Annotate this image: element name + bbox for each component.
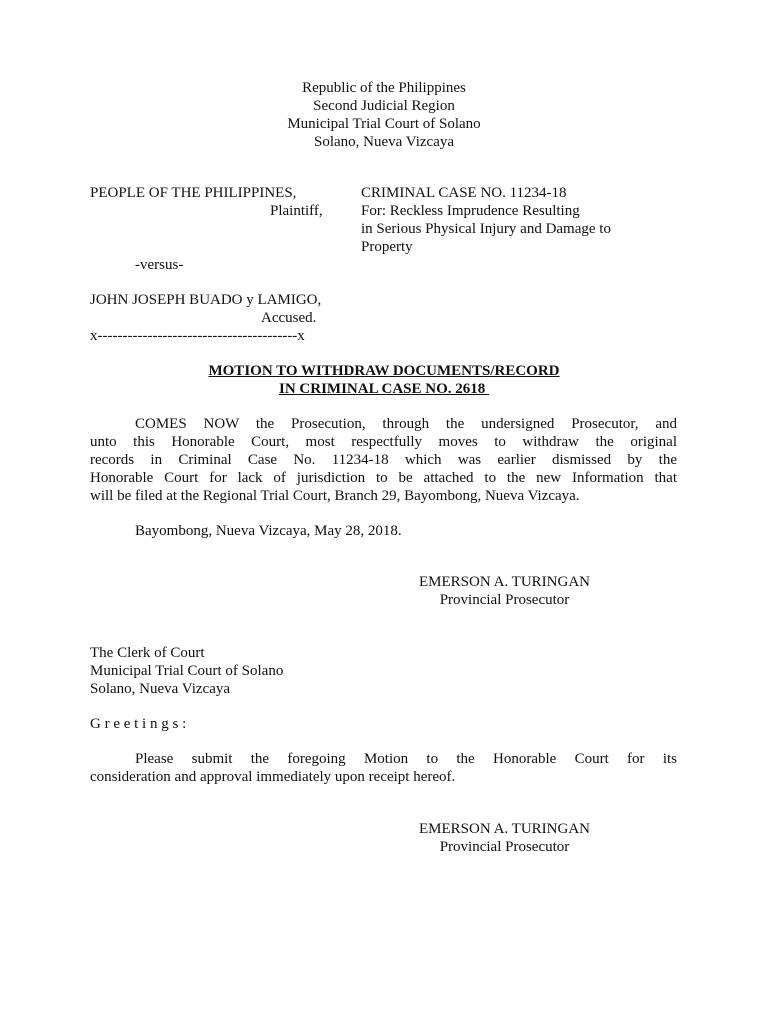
addressee-block <box>90 644 283 698</box>
request-line: consideration and approval immediately upon receipt hereof. <box>90 769 456 785</box>
plaintiff-role: Plaintiff, <box>270 203 323 219</box>
request-line: Please submit the foregoing Motion to the Honorable Court for its <box>135 751 677 767</box>
caption-separator: x----------------------------------------x <box>90 328 305 344</box>
motion-title-line2: IN CRIMINAL CASE NO. 2618 <box>278 381 490 397</box>
addressee-line: Solano, Nueva Vizcaya <box>90 681 231 697</box>
greetings: G r e e t i n g s : <box>90 716 187 732</box>
case-nature-line2: in Serious Physical Injury and Damage to <box>361 221 611 237</box>
plaintiff-name: PEOPLE OF THE PHILIPPINES, <box>90 185 297 201</box>
addressee-line: Municipal Trial Court of Solano <box>90 663 284 679</box>
court-header <box>0 79 768 151</box>
header-line-republic: Republic of the Philippines <box>302 80 466 96</box>
case-nature-line1: For: Reckless Imprudence Resulting <box>361 203 580 219</box>
motion-body-paragraph <box>90 415 677 505</box>
case-nature-line3: Property <box>361 239 413 255</box>
signatory-name: EMERSON A. TURINGAN <box>419 574 590 590</box>
signature-block-2 <box>402 820 607 856</box>
accused-name: JOHN JOSEPH BUADO y LAMIGO, <box>90 292 322 308</box>
body-line: Honorable Court for lack of jurisdiction to be attached to the new Information that <box>90 470 677 486</box>
case-number: CRIMINAL CASE NO. 11234-18 <box>361 185 567 201</box>
body-line: COMES NOW the Prosecution, through the undersigned Prosecutor, and <box>135 416 677 432</box>
header-line-region: Second Judicial Region <box>313 98 455 114</box>
body-line: will be filed at the Regional Trial Court, Branch 29, Bayombong, Nueva Vizcaya. <box>90 488 580 504</box>
addressee-line: The Clerk of Court <box>90 645 205 661</box>
motion-title-line1: MOTION TO WITHDRAW DOCUMENTS/RECORD <box>208 363 560 379</box>
versus-label: -versus- <box>135 257 184 273</box>
signatory-name: EMERSON A. TURINGAN <box>419 821 590 837</box>
body-line: records in Criminal Case No. 11234-18 which was earlier dismissed by the <box>90 452 677 468</box>
header-line-location: Solano, Nueva Vizcaya <box>313 134 455 150</box>
date-line: Bayombong, Nueva Vizcaya, May 28, 2018. <box>135 523 402 539</box>
accused-role: Accused. <box>261 310 317 326</box>
signature-block-1 <box>402 573 607 609</box>
body-line: unto this Honorable Court, most respectfully moves to withdraw the original <box>90 434 677 450</box>
signatory-title: Provincial Prosecutor <box>439 839 570 855</box>
signatory-title: Provincial Prosecutor <box>439 592 570 608</box>
header-line-court: Municipal Trial Court of Solano <box>287 116 481 132</box>
request-paragraph <box>90 750 677 786</box>
